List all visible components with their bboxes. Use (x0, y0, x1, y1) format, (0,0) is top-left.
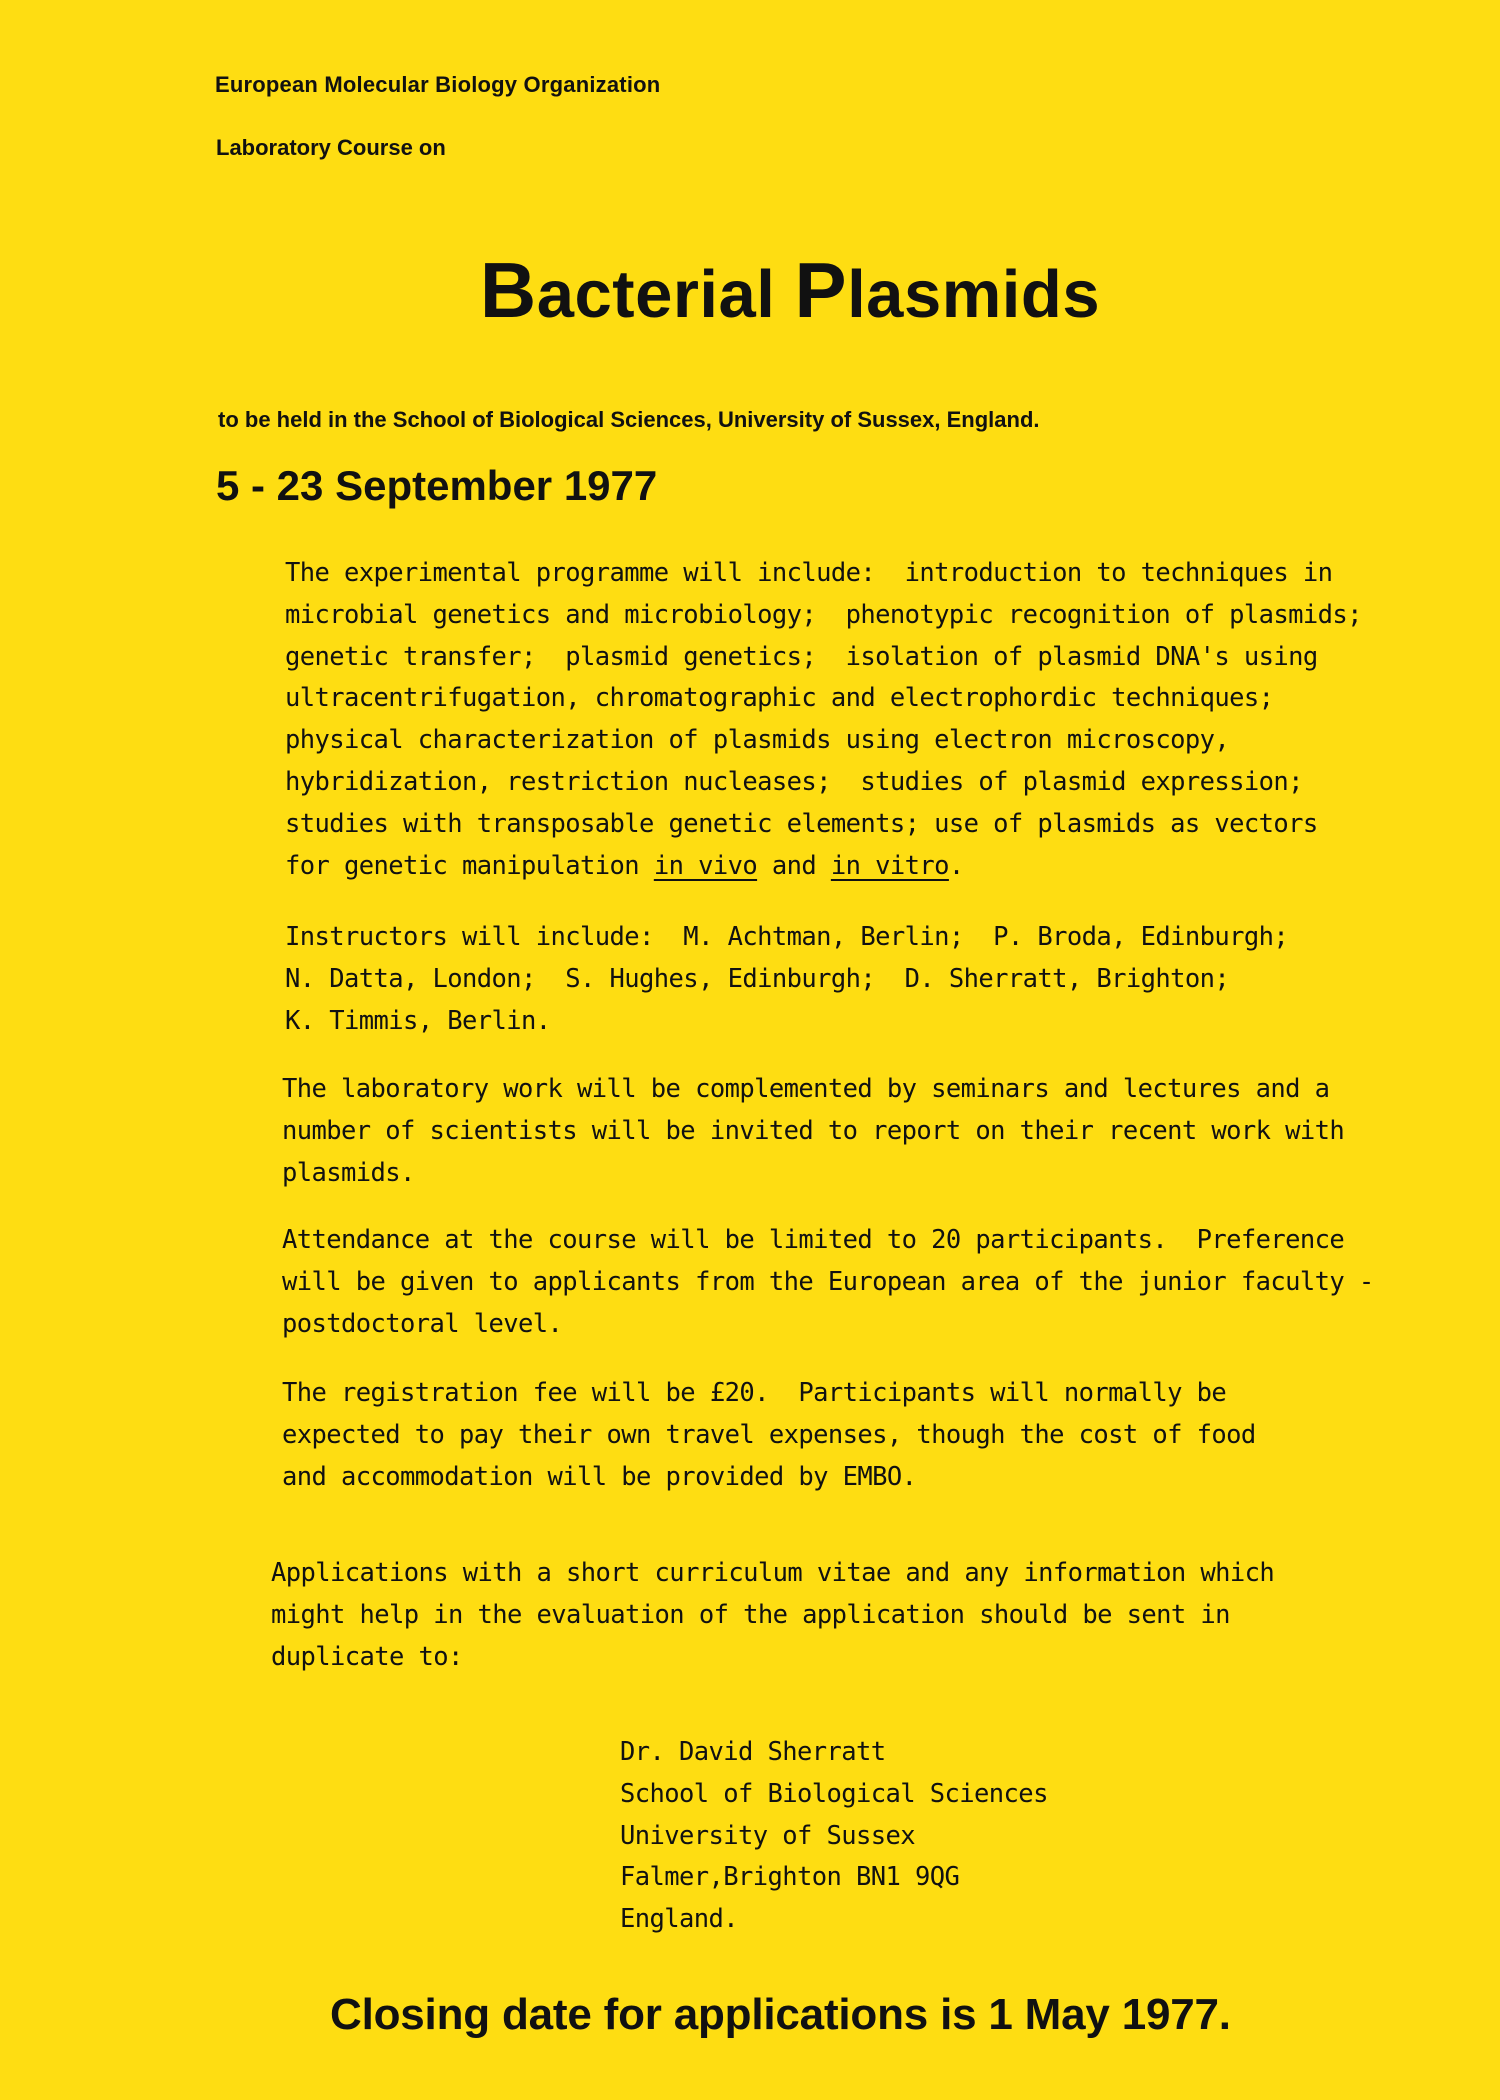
organization-name: European Molecular Biology Organization (215, 72, 661, 97)
in-vivo-text: in vivo (653, 850, 758, 881)
title-initial-b: B (479, 246, 537, 334)
programme-end: . (948, 850, 964, 881)
programme-and: and (757, 850, 831, 881)
attendance-paragraph: Attendance at the course will be limited to 20 participants. Preference will be given to applicants from the European area of the junior faculty - postdoctoral level. (282, 1225, 1374, 1339)
fees-paragraph: The registration fee will be £20. Participants will normally be expected to pay their own travel expenses, though the cost of food and accommodation will be provided by EMBO. (282, 1378, 1256, 1492)
page-title (0, 245, 1500, 336)
lab-work-paragraph: The laboratory work will be complemented by seminars and lectures and a number of scientists will be invited to report on their recent work with plasmids. (282, 1074, 1345, 1188)
applications-paragraph: Applications with a short curriculum vitae and any information which might help in the evaluation of the application should be sent in duplicate to: (271, 1558, 1275, 1672)
programme-text: The experimental programme will include: introduction to techniques in microbial genetics and microbiology; phenotypic recognition of plasmids; genetic transfer; plasmid genetics; isolation of plasmid DNA's using ultracentrifugation, chromatographic and electrophordic techniques; physical characterization of plasmids using electron microscopy, hybridization, restriction nucleases; studies of plasmid expression; studies with transposable genetic elements; use of plasmids as vectors for genetic manipulation (285, 558, 1362, 881)
contact-address: Dr. David Sherratt School of Biological Sciences University of Sussex Falmer,Brighton BN1 9QG England. (620, 1737, 1048, 1935)
venue-text: to be held in the School of Biological Sciences, University of Sussex, England. (218, 407, 1040, 432)
title-rest-p: lasmids (847, 257, 1101, 332)
programme-paragraph (285, 553, 1362, 887)
course-intro: Laboratory Course on (216, 135, 446, 160)
closing-date: Closing date for applications is 1 May 1977. (330, 1990, 1231, 2039)
in-vitro-text: in vitro (830, 850, 949, 881)
title-initial-p: P (794, 246, 848, 334)
course-dates: 5 - 23 September 1977 (216, 462, 658, 509)
title-rest-b: acterial (536, 257, 795, 332)
instructors-paragraph: Instructors will include: M. Achtman, Berlin; P. Broda, Edinburgh; N. Datta, London; S. Hughes, Edinburgh; D. Sherratt, Brighton; K. Timmis, Berlin. (285, 922, 1289, 1036)
